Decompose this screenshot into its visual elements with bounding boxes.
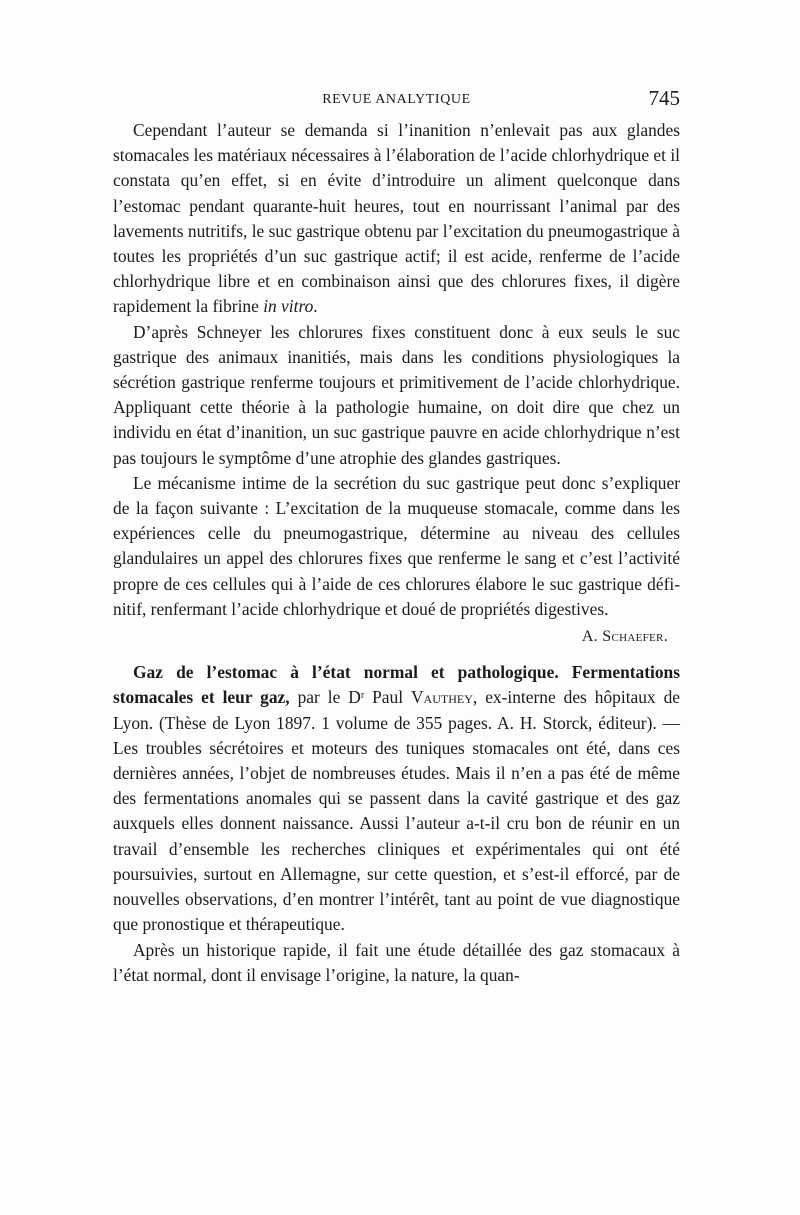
signature: A. Schaefer. xyxy=(581,628,668,646)
running-head: REVUE ANALYTIQUE xyxy=(322,92,471,107)
page-header xyxy=(113,86,680,116)
review-author-last: Vauthey xyxy=(411,687,473,708)
paragraph-1-italic: in vitro xyxy=(263,296,314,317)
paragraph-5: Après un historique rapide, il fait une étude détaillée des gaz stomacaux à l’état normal, dont il envisage l’origine, la nature, la quan- xyxy=(113,939,680,985)
page-number: 745 xyxy=(648,86,680,110)
review-body: , ex-interne des hôpitaux de Lyon. (Thèse de Lyon 1897. 1 volume de 355 pages. A. H. Storck, éditeur). — Les troubles sécrétoires et moteurs des tuniques stomacales ont été, dans ces dernières années, l’objet de nombreuses études. Mais il n’en a pas été de même des fermentations anomales qui se passent dans la cavité gastrique et des gaz auxquels elles donnent naissance. Aussi l’auteur a-t-il cru bon de réunir en un travail d’ensemble les recherches cliniques et expérimentales qui ont été poursuivies, surtout en Allemagne, sur cette question, et s’est-il efforcé, par de nouvelles observations, d’en montrer l’intérêt, tant au point de vue diagnostique que pronostique et thérapeutique. xyxy=(113,687,680,935)
review-by: par le D xyxy=(289,687,361,708)
review-author-first: Paul xyxy=(364,687,411,708)
paragraph-1 xyxy=(113,118,680,320)
body-text xyxy=(113,118,680,988)
paragraph-1-end: . xyxy=(313,296,318,317)
review-dr-sup: r xyxy=(360,690,365,702)
paragraph-3: Le mécanisme intime de la secrétion du suc gastrique peut donc s’expliquer de la façon suivante : L’excitation de la muqueuse stomacale, comme dans les expériences celle du pneumogastrique, détermine au niveau des cellules glandulaires un appel des chlorures fixes que renferme le sang et c’est l’activité propre de ces cellules qui à l’aide de ces chlorures élabore le suc gastrique définitif, renfermant l’acide chlorhydrique et doué de propriétés digestives. xyxy=(113,472,680,619)
paragraph-2: D’après Schneyer les chlorures fixes constituent donc à eux seuls le suc gastrique des animaux inanitiés, mais dans les conditions physiologiques la sécrétion gastrique renferme toujours et primitivement de l’acide chlorhydrique. Appliquant cette théorie à la pathologie humaine, on doit dire que chez un individu en état d’inanition, un suc gastrique pauvre en acide chlorhydrique n’est pas toujours le symptôme d’une atrophie des glandes gastriques. xyxy=(113,321,680,468)
paragraph-1-text: Cependant l’auteur se demanda si l’inanition n’enlevait pas aux glandes stomacales les matériaux nécessaires à l’élaboration de l’acide chlorhydrique et il constata qu’en effet, si en évite d’introduire un aliment quelconque dans l’estomac pendant quarante-huit heures, tout en nourrissant l’animal par des lavements nutritifs, le suc gastrique obtenu par l’excitation du pneumogastrique à toutes les propriétés d’un suc gastrique actif; il est acide, renferme de l’acide chlorhydrique libre et en combinaison ainsi que des chlorures fixes, il digère rapidement la fibrine xyxy=(113,120,680,317)
review-title: Gaz de l’estomac à l’état normal et pathologique. Fermentations stomacales et leur gaz, xyxy=(113,662,680,708)
review-entry xyxy=(113,660,680,937)
